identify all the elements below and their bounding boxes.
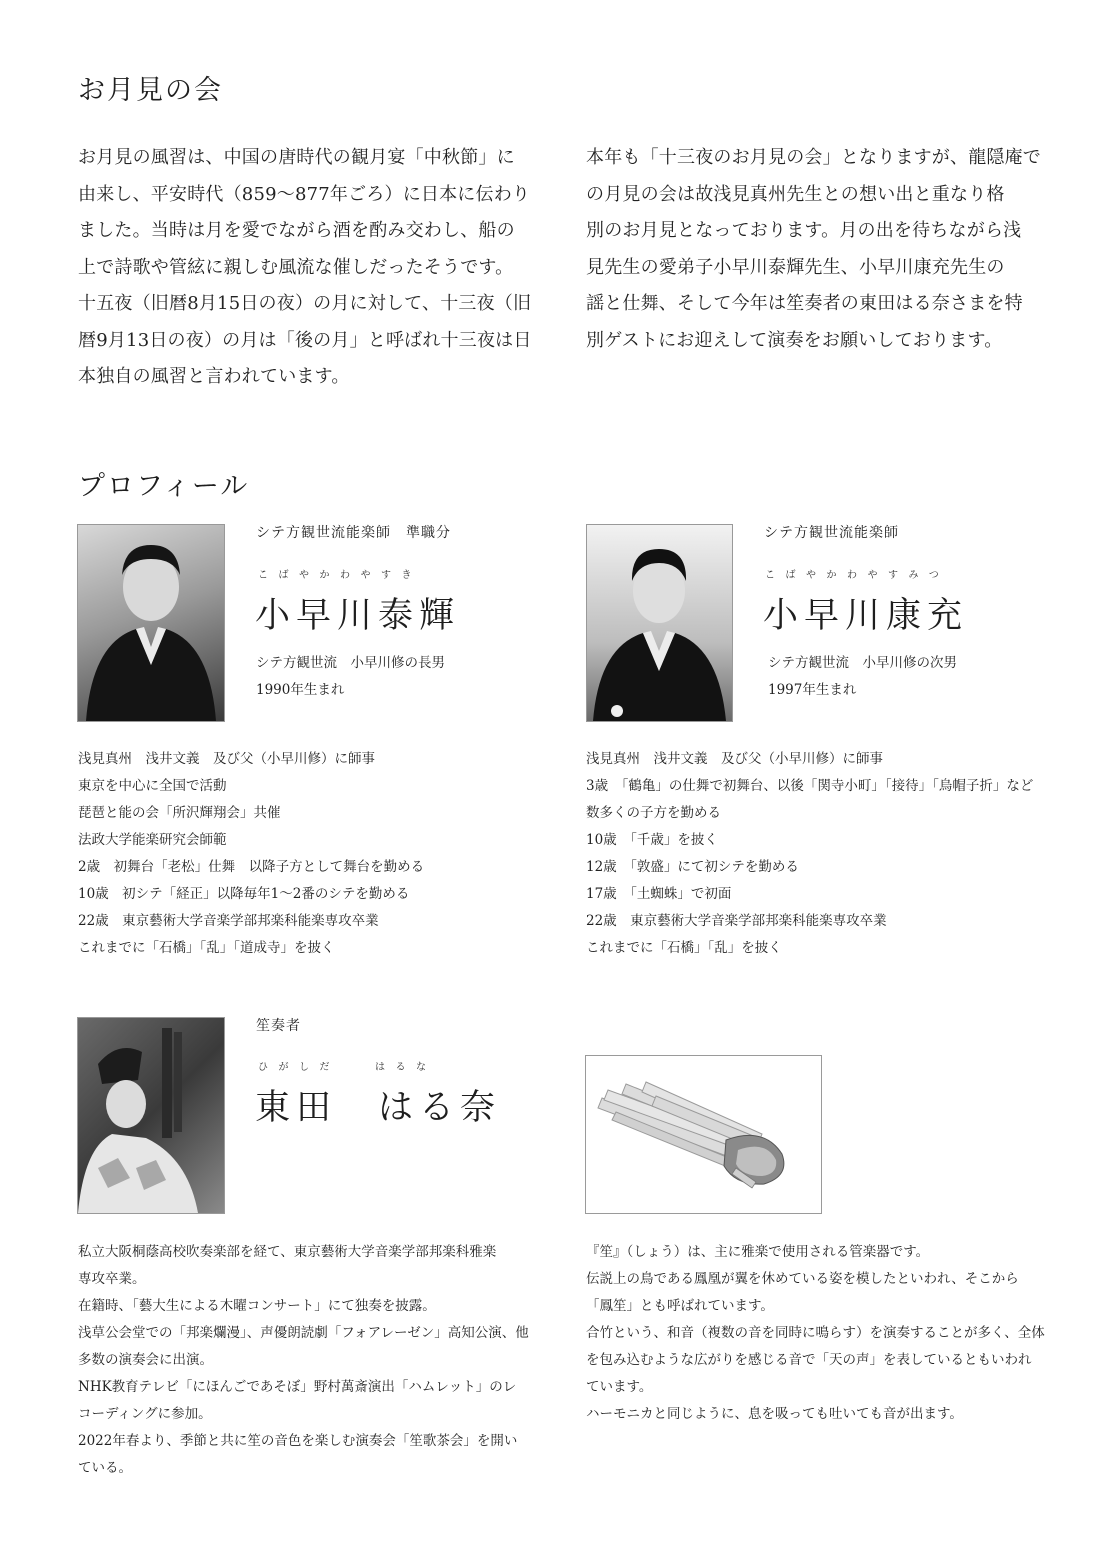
text-line: の月見の会は故浅見真州先生との想い出と重なり格: [586, 183, 1005, 205]
haruna-ruby-given: はるな: [375, 1062, 437, 1073]
desc-line: 「鳳笙」とも呼ばれています。: [586, 1298, 774, 1314]
taiki-photo: [77, 524, 225, 722]
bio-line: 在籍時、「藝大生による木曜コンサート」にて独奏を披露。: [78, 1298, 436, 1314]
bio-line: 琵琶と能の会「所沢輝翔会」共催: [78, 805, 281, 821]
taiki-sub: [256, 650, 445, 704]
sho-description: [586, 1239, 1066, 1428]
bio-line: 専攻卒業。: [78, 1271, 146, 1287]
portrait-figure-icon: [587, 525, 732, 721]
bio-line: 10歳 初シテ「経正」以降毎年1〜2番のシテを勤める: [78, 886, 410, 902]
text-line: 暦9月13日の夜）の月は「後の月」と呼ばれ十三夜は日: [78, 329, 532, 351]
desc-line: ています。: [586, 1379, 653, 1395]
haruna-bio: [78, 1239, 558, 1482]
text-line: 由来し、平安時代（859〜877年ごろ）に日本に伝わり: [78, 183, 531, 205]
yasumitsu-ruby: こばやかわやすみつ: [765, 570, 950, 581]
haruna-ruby-family: ひがしだ: [258, 1062, 340, 1073]
text-line: ました。当時は月を愛でながら酒を酌み交わし、船の: [78, 220, 515, 241]
tsukimi-right-paragraph: [586, 140, 1046, 359]
text-line: 本年も「十三夜のお月見の会」となりますが、龍隠庵で: [586, 147, 1041, 168]
bio-line: これまでに「石橋」「乱」「道成寺」を披く: [78, 940, 335, 956]
desc-line: 『笙』（しょう）は、主に雅楽で使用される管楽器です。: [586, 1244, 930, 1260]
taiki-name: 小早川泰輝: [255, 596, 461, 636]
bio-line: 3歳 「鶴亀」の仕舞で初舞台、以後「関寺小町」「接待」「烏帽子折」など: [586, 778, 1034, 794]
bio-line: ている。: [78, 1460, 132, 1476]
tsukimi-left-paragraph: [78, 140, 538, 396]
bio-line: 東京を中心に全国で活動: [78, 778, 227, 794]
bio-line: 17歳 「土蜘蛛」で初面: [586, 886, 732, 902]
bio-line: 10歳 「千歳」を披く: [586, 832, 718, 848]
sho-instrument-icon: [586, 1056, 821, 1213]
text-line: 見先生の愛弟子小早川泰輝先生、小早川康充先生の: [586, 256, 1005, 278]
profile-heading: プロフィール: [78, 471, 250, 502]
taiki-lineage: シテ方観世流 小早川修の長男: [256, 655, 445, 671]
text-line: 別のお月見となっております。月の出を待ちながら浅: [586, 220, 1022, 241]
desc-line: を包み込むような広がりを感じる音で「天の声」を表しているともいわれ: [586, 1352, 1032, 1368]
bio-line: 多数の演奏会に出演。: [78, 1352, 213, 1368]
text-line: 本独自の風習と言われています。: [78, 366, 350, 387]
bio-line: 数多くの子方を勤める: [586, 805, 721, 821]
bio-line: NHK教育テレビ「にほんごであそぼ」野村萬斎演出「ハムレット」のレ: [78, 1379, 517, 1395]
bio-line: 浅見真州 浅井文義 及び父（小早川修）に師事: [586, 751, 883, 767]
taiki-bio: [78, 746, 558, 962]
portrait-figure-icon: [78, 525, 224, 721]
yasumitsu-photo: [586, 524, 733, 722]
text-line: 別ゲストにお迎えして演奏をお願いしております。: [586, 329, 1003, 351]
bio-line: 法政大学能楽研究会師範: [78, 832, 227, 848]
text-line: お月見の風習は、中国の唐時代の観月宴「中秋節」に: [78, 147, 515, 168]
desc-line: 合竹という、和音（複数の音を同時に鳴らす）を演奏することが多く、全体: [586, 1325, 1045, 1341]
yasumitsu-bio: [586, 746, 1066, 962]
taiki-role: シテ方観世流能楽師 準職分: [256, 525, 451, 541]
haruna-name: 東田 はる奈: [255, 1088, 502, 1128]
bio-line: 2022年春より、季節と共に笙の音色を楽しむ演奏会「笙歌茶会」を開い: [78, 1433, 518, 1449]
bio-line: 浅見真州 浅井文義 及び父（小早川修）に師事: [78, 751, 375, 767]
text-line: 謡と仕舞、そして今年は笙奏者の東田はる奈さまを特: [586, 293, 1023, 314]
desc-line: ハーモニカと同じように、息を吸っても吐いても音が出ます。: [586, 1406, 963, 1422]
yasumitsu-role: シテ方観世流能楽師: [764, 525, 899, 541]
yasumitsu-birth: 1997年生まれ: [768, 682, 857, 698]
taiki-birth: 1990年生まれ: [256, 682, 345, 698]
desc-line: 伝説上の鳥である鳳凰が翼を休めている姿を模したといわれ、そこから: [586, 1271, 1019, 1287]
tsukimi-heading: お月見の会: [78, 75, 223, 106]
bio-line: これまでに「石橋」「乱」を披く: [586, 940, 782, 956]
bio-line: 12歳 「敦盛」にて初シテを勤める: [586, 859, 799, 875]
text-line: 十五夜（旧暦8月15日の夜）の月に対して、十三夜（旧: [78, 293, 532, 314]
bio-line: 22歳 東京藝術大学音楽学部邦楽科能楽専攻卒業: [78, 913, 379, 929]
taiki-ruby: こばやかわやすき: [258, 570, 422, 581]
yasumitsu-name: 小早川康充: [763, 596, 969, 636]
bio-line: コーディングに参加。: [78, 1406, 212, 1422]
bio-line: 浅草公会堂での「邦楽爛漫」、声優朗読劇「フォアレーゼン」高知公演、他: [78, 1325, 529, 1341]
yasumitsu-lineage: シテ方観世流 小早川修の次男: [768, 655, 957, 671]
haruna-role: 笙奏者: [256, 1018, 301, 1034]
sho-instrument-photo: [585, 1055, 822, 1214]
haruna-photo: [77, 1017, 225, 1214]
bio-line: 22歳 東京藝術大学音楽学部邦楽科能楽専攻卒業: [586, 913, 887, 929]
portrait-figure-icon: [78, 1018, 224, 1213]
bio-line: 2歳 初舞台「老松」仕舞 以降子方として舞台を勤める: [78, 859, 425, 875]
yasumitsu-sub: [768, 650, 957, 704]
text-line: 上で詩歌や管絃に親しむ風流な催しだったそうです。: [78, 256, 514, 278]
bio-line: 私立大阪桐蔭高校吹奏楽部を経て、東京藝術大学音楽学部邦楽科雅楽: [78, 1244, 497, 1260]
